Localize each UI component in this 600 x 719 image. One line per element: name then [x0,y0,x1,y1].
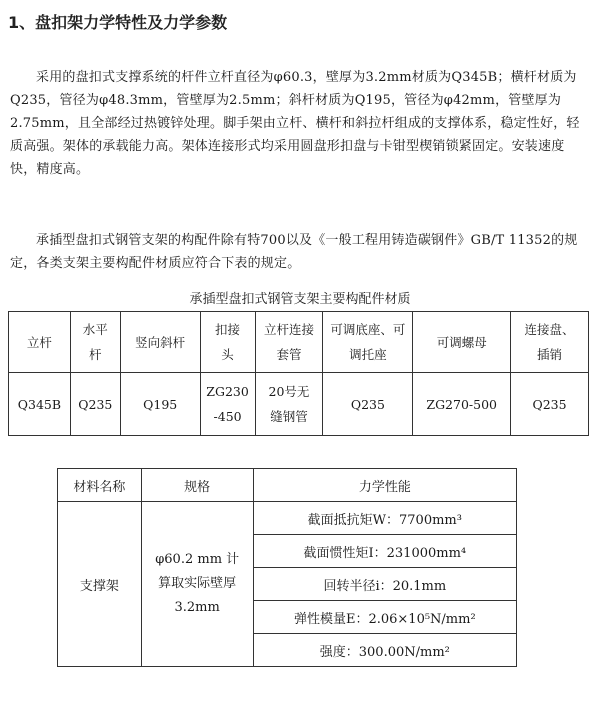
section-heading: 1、盘扣架力学特性及力学参数 [8,13,228,32]
value-cell: Q195 [120,373,200,436]
header-cell: 可调底座、可调托座 [323,312,413,373]
component-material-table [8,311,589,436]
value-cell: Q235 [70,373,120,436]
table-header-row [9,312,589,373]
material-name-cell: 支撑架 [58,502,142,667]
property-cell: 弹性模量E：2.06×10⁵N/mm² [253,601,516,634]
value-cell: ZG270-500 [413,373,511,436]
property-cell: 回转半径i：20.1mm [253,568,516,601]
header-cell: 立杆 [9,312,71,373]
header-cell: 可调螺母 [413,312,511,373]
property-cell: 强度：300.00N/mm² [253,634,516,667]
header-cell: 水平杆 [70,312,120,373]
table-row [58,502,517,535]
table-row [9,373,589,436]
header-cell: 竖向斜杆 [120,312,200,373]
value-cell: ZG230-450 [200,373,255,436]
paragraph-standard-reference: 承插型盘扣式钢管支架的构配件除有特700以及《一般工程用铸造碳钢件》GB/T 11352的规定，各类支架主要构配件材质应符合下表的规定。 [10,233,578,271]
header-cell: 规格 [141,469,253,502]
header-cell: 扣接头 [200,312,255,373]
table-caption: 承插型盘扣式钢管支架主要构配件材质 [189,292,411,307]
header-cell: 力学性能 [253,469,516,502]
header-cell: 材料名称 [58,469,142,502]
spec-cell: φ60.2 mm 计算取实际壁厚3.2mm [141,502,253,667]
value-cell: Q235 [323,373,413,436]
table-header-row [58,469,517,502]
value-cell: Q235 [511,373,589,436]
value-cell: 20号无缝钢管 [255,373,323,436]
header-cell: 立杆连接套管 [255,312,323,373]
property-cell: 截面抵抗矩W：7700mm³ [253,502,516,535]
value-cell: Q345B [9,373,71,436]
property-cell: 截面惯性矩I：231000mm⁴ [253,535,516,568]
paragraph-material-spec: 采用的盘扣式支撑系统的杆件立杆直径为φ60.3，壁厚为3.2mm材质为Q345B；横杆材质为Q235，管径为φ48.3mm，管壁厚为2.5mm；斜杆材质为Q195，管径为φ42mm，管壁厚为2.75mm，且全部经过热镀锌处理。脚手架由立杆、横杆和斜拉杆组成的支撑体系，稳定性好，轻质高强。架体的承载能力高。架体连接形式均采用圆盘形扣盘与卡钳型楔销锁紧固定。安装速度快，精度高。 [10,70,580,177]
header-cell: 连接盘、插销 [511,312,589,373]
mechanical-properties-table [57,468,517,667]
